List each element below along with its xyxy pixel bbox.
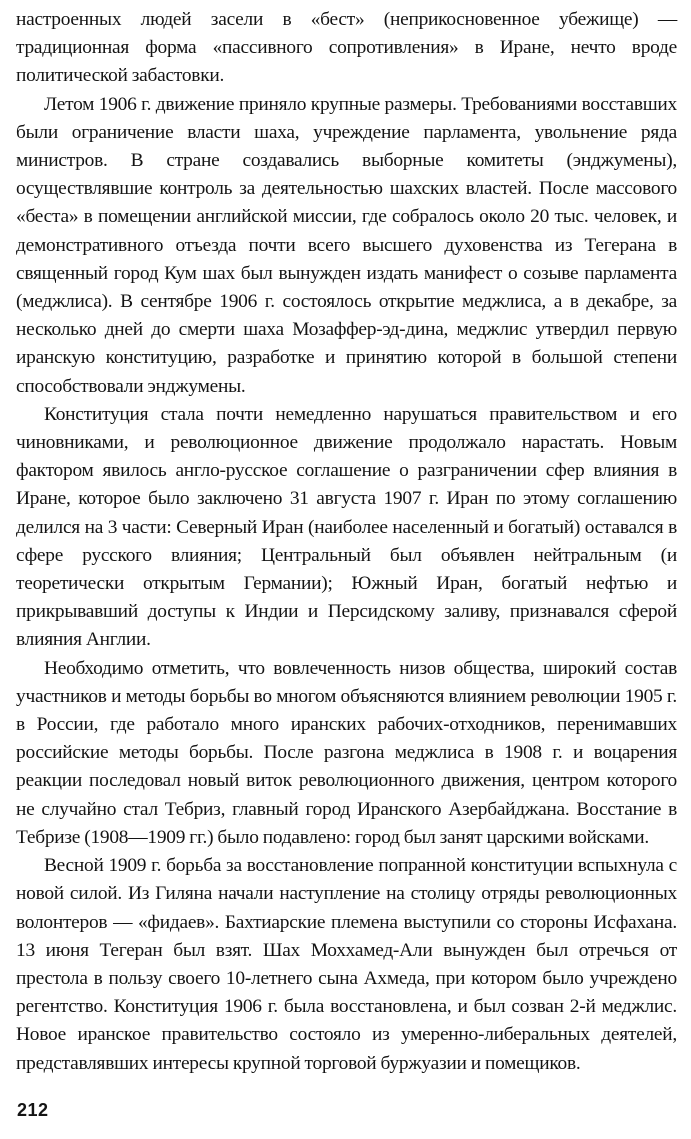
paragraph-continued: настроенных людей засели в «бест» (неприкосновенное убежище) — традиционная форма «пассивного сопротивления» в Иране, нечто вроде политической забастовки. (16, 9, 677, 87)
body-text (16, 6, 677, 1078)
paragraph: Необходимо отметить, что вовлеченность низов общества, широкий состав участников и методы борьбы во многом объясняются влиянием революции 1905 г. в России, где работало много иранских рабочих-отходников, перенимавших российские методы борьбы. После разгона меджлиса в 1908 г. и воцарения реакции последовал новый виток революционного движения, центром которого не случайно стал Тебриз, главный город Иранского Азербайджана. Восстание в Тебризе (1908—1909 гг.) было подавлено: город был занят царскими войсками. (16, 657, 677, 848)
paragraph: Конституция стала почти немедленно нарушаться правительством и его чиновниками, и революционное движение продолжало нарастать. Новым фактором явилось англо-русское соглашение о разграничении сфер влияния в Иране, которое было заключено 31 августа 1907 г. Иран по этому соглашению делился на 3 части: Северный Иран (наиболее населенный и богатый) оставался в сфере русского влияния; Центральный был объявлен нейтральным (и теоретически открытым Германии); Южный Иран, богатый нефтью и прикрывавший доступы к Индии и Персидскому заливу, признавался сферой влияния Англии. (16, 403, 677, 651)
paragraph: Летом 1906 г. движение приняло крупные размеры. Требованиями восставших были ограничение власти шаха, учреждение парламента, увольнение ряда министров. В стране создавались выборные комитеты (энджумены), осуществлявшие контроль за деятельностью шахских властей. После массового «беста» в помещении английской миссии, где собралось около 20 тыс. человек, и демонстративного отъезда почти всего высшего духовенства из Тегерана в священный город Кум шах был вынужден издать манифест о созыве парламента (меджлиса). В сентябре 1906 г. состоялось открытие меджлиса, а в декабре, за несколько дней до смерти шаха Мозаффер-эд-дина, меджлис утвердил первую иранскую конституцию, разработке и принятию которой в большой степени способствовали энджумены. (16, 93, 677, 397)
page-number: 212 (17, 1100, 49, 1120)
paragraph: Весной 1909 г. борьба за восстановление попранной конституции вспыхнула с новой силой. Из Гиляна начали наступление на столицу отряды революционных волонтеров — «фидаев». Бахтиарские племена выступили со стороны Исфахана. 13 июня Тегеран был взят. Шах Моххамед-Али вынужден был отречься от престола в пользу своего 10-летнего сына Ахмеда, при котором было учреждено регентство. Конституция 1906 г. была восстановлена, и был созван 2-й меджлис. Новое иранское правительство состояло из умеренно-либеральных деятелей, представлявших интересы крупной торговой буржуазии и помещиков. (16, 855, 677, 1074)
